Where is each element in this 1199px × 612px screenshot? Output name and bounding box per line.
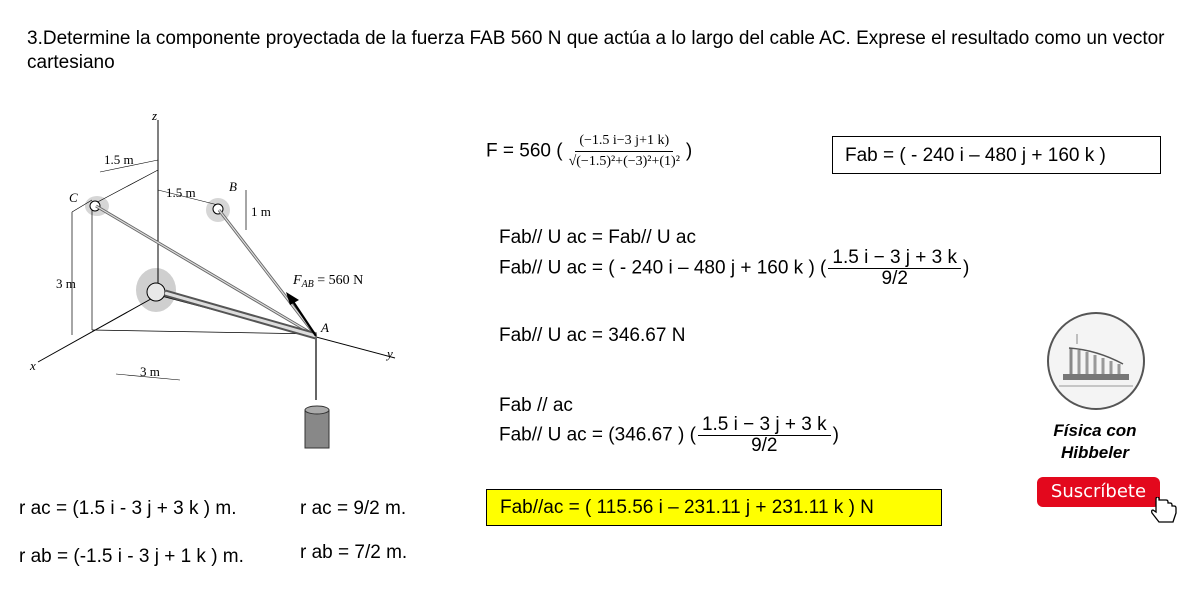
force-label: $F_{AB} = 560$ N (293, 273, 364, 290)
channel-logo[interactable] (1047, 312, 1145, 410)
beam-load-icon (1049, 314, 1143, 408)
projection-dot-product: Fab// U ac = ( - 240 i – 480 j + 160 k ) ( $\frac{1.5 i - 3 j + 3 k}{9/2}$ ) (499, 247, 970, 289)
dim-top-label: 1.5 m (104, 152, 134, 167)
force-unit-numerator: (−1.5 i−3 j+1 k) (575, 131, 673, 152)
axis-x (38, 295, 158, 362)
result-box: Fab//ac = ( 115.56 i – 231.11 j + 231.11 k ) N (486, 489, 942, 526)
subscribe-button[interactable]: Suscríbete (1037, 477, 1160, 507)
projection-vector-formula: Fab// U ac = (346.67 ) ( $\frac{1.5 i - 3 j + 3 k}{9/2}$ ) (499, 414, 839, 456)
projection-vector-heading: Fab // ac (499, 395, 573, 416)
dim-1m-label: 1 m (251, 204, 271, 219)
rac-vector: r ac = (1.5 i - 3 j + 3 k ) m. (19, 498, 237, 519)
fab-vector-box: Fab = ( - 240 i – 480 j + 160 k ) (832, 136, 1161, 174)
label-a: A (321, 320, 329, 335)
label-y: y (387, 346, 393, 361)
dim-mid-label: 1.5 m (166, 185, 196, 200)
hand-pointer-icon (1150, 497, 1182, 525)
channel-name: Física con Hibbeler (1053, 421, 1137, 462)
rab-magnitude: r ab = 7/2 m. (300, 542, 408, 563)
force-vector-formula: F = 560 ( $\frac{(-1.5 i-3 j+1 k)}{\text{√(−1.5)²+(−3)²+(1)²}}$ ) (486, 131, 692, 172)
projection-magnitude: Fab// U ac = 346.67 N (499, 325, 686, 346)
dim-3m-bottom-label: 3 m (140, 364, 160, 379)
label-z: z (152, 108, 158, 123)
label-b: B (229, 179, 237, 194)
rab-vector: r ab = (-1.5 i - 3 j + 1 k ) m. (19, 546, 244, 567)
label-x: x (30, 358, 36, 373)
projection-definition: Fab// U ac = Fab// U ac (499, 227, 696, 248)
weight (305, 410, 329, 448)
support-o (147, 283, 165, 301)
rac-magnitude: r ac = 9/2 m. (300, 498, 407, 519)
dim-3m-left-label: 3 m (56, 276, 76, 291)
force-unit-denominator: √(−1.5)²+(−3)²+(1)² (568, 154, 680, 169)
problem-title: 3.Determine la componente proyectada de la fuerza FAB 560 N que actúa a lo largo del cable AC. Exprese el resultado como un vector cartesiano (27, 28, 1165, 73)
label-c: C (69, 190, 78, 205)
mechanics-figure (20, 100, 440, 460)
